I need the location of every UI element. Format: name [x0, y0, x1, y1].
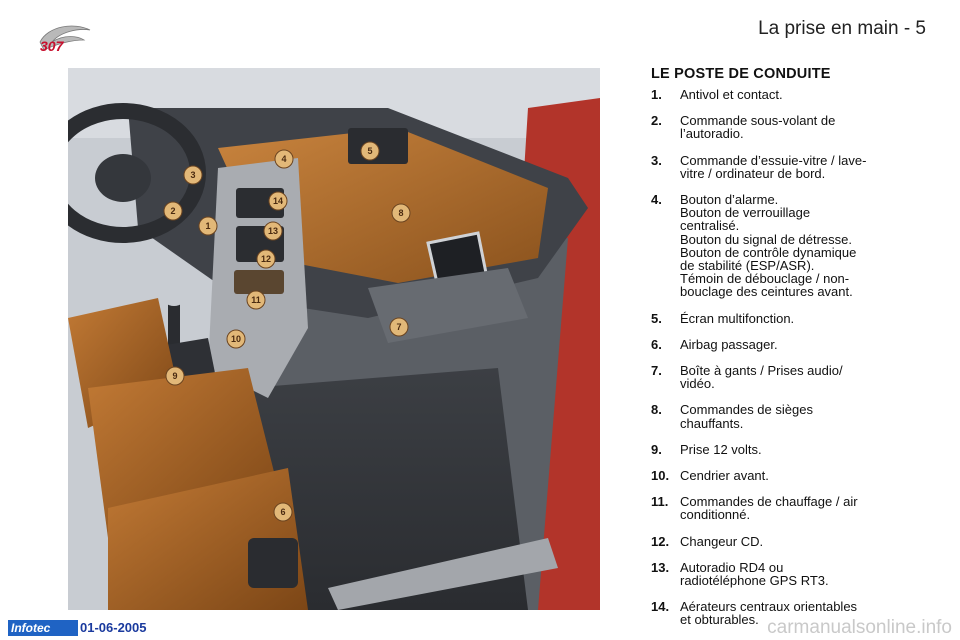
list-item: 4. Bouton d’alarme. Bouton de verrouillage centralisé. Bouton du signal de détresse. Bouton de contrôle dynamique de stabilité (ESP/ASR). Témoin de débouclage / non- bouclage des ceintures avant.: [651, 192, 857, 300]
list-item: 8. Commandes de sièges chauffants.: [651, 402, 813, 431]
dashboard-illustration: [68, 68, 600, 610]
callout-11: [247, 291, 265, 309]
svg-text:5: 5: [367, 146, 373, 156]
list-item: 7. Boîte à gants / Prises audio/ vidéo.: [651, 363, 843, 392]
svg-text:8: 8: [398, 208, 404, 218]
callout-12: [257, 250, 275, 268]
infotec-badge: Infotec: [8, 620, 78, 636]
logo-model-text: 307: [40, 38, 64, 54]
dashboard-drawing: [68, 68, 600, 610]
svg-text:9: 9: [172, 371, 178, 381]
callout-2: [164, 202, 182, 220]
svg-text:2: 2: [170, 206, 176, 216]
svg-text:14: 14: [272, 196, 284, 206]
svg-text:11: 11: [251, 295, 261, 305]
callout-7: [390, 318, 408, 336]
edition-date: 01-06-2005: [80, 620, 147, 635]
callout-1: [199, 217, 217, 235]
svg-text:13: 13: [267, 226, 279, 236]
list-item: 5. Écran multifonction.: [651, 310, 795, 326]
callout-10: [227, 330, 245, 348]
list-item: 14. Aérateurs centraux orientables et obturables.: [651, 599, 858, 628]
svg-text:3: 3: [190, 170, 196, 180]
callout-8: [392, 204, 410, 222]
legend-list: [651, 88, 921, 640]
callout-4: [275, 150, 293, 168]
list-item: 11. Commandes de chauffage / air conditionné.: [651, 494, 858, 523]
callout-3: [184, 166, 202, 184]
list-item: 10. Cendrier avant.: [651, 468, 769, 484]
svg-text:12: 12: [260, 254, 272, 264]
svg-text:1: 1: [205, 221, 211, 231]
svg-text:6: 6: [280, 507, 286, 517]
callout-5: [361, 142, 379, 160]
callout-6: [274, 503, 292, 521]
section-title: LE POSTE DE CONDUITE: [651, 66, 831, 82]
list-item: 6. Airbag passager.: [651, 336, 778, 352]
list-item: 9. Prise 12 volts.: [651, 441, 762, 457]
list-item: 3. Commande d’essuie-vitre / lave- vitre / ordinateur de bord.: [651, 152, 867, 181]
svg-text:10: 10: [230, 334, 242, 344]
callout-14: [269, 192, 287, 210]
list-item: 12. Changeur CD.: [651, 533, 764, 549]
list-item: 1. Antivol et contact.: [651, 87, 783, 102]
list-item: 13. Autoradio RD4 ou radiotéléphone GPS RT3.: [651, 559, 829, 589]
watermark: carmanualsonline.info: [767, 617, 952, 638]
svg-text:7: 7: [396, 322, 402, 332]
callout-9: [166, 367, 184, 385]
callout-13: [264, 222, 282, 240]
svg-text:4: 4: [281, 154, 287, 164]
list-item: 2. Commande sous-volant de l’autoradio.: [651, 113, 836, 142]
page-title: La prise en main - 5: [758, 18, 926, 39]
